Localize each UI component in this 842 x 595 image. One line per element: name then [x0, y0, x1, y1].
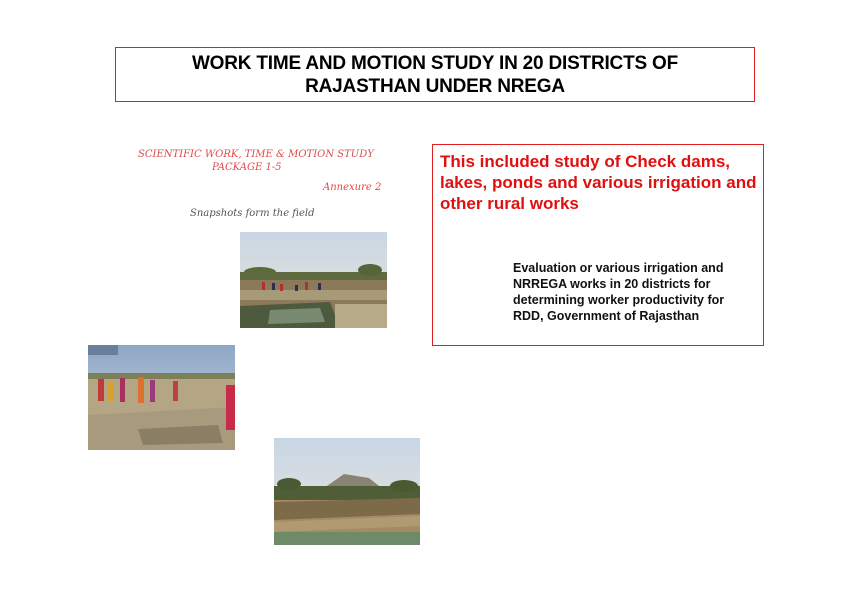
- field-worksite-photo-icon: [240, 232, 387, 328]
- title-box: [115, 47, 755, 102]
- pond-hill-photo-icon: [274, 438, 420, 545]
- scan-heading: SCIENTIFIC WORK, TIME & MOTION STUDY: [138, 149, 374, 160]
- workers-pit-photo-icon: [88, 345, 235, 450]
- title-line-1: WORK TIME AND MOTION STUDY IN 20 DISTRICTS OF: [191, 52, 679, 74]
- snapshot-caption: Snapshots form the field: [190, 208, 315, 219]
- info-box: [432, 144, 764, 346]
- scan-subheading: PACKAGE 1-5: [212, 162, 282, 173]
- title-line-2: RAJASTHAN UNDER NREGA: [305, 75, 565, 97]
- info-headline: This included study of Check dams, lakes, ponds and various irrigation and other rural works: [440, 152, 757, 213]
- info-description: Evaluation or various irrigation and NRREGA works in 20 districts for determining worker productivity for RDD, Government of Rajasthan: [513, 261, 725, 323]
- annexure-label: Annexure 2: [323, 182, 382, 193]
